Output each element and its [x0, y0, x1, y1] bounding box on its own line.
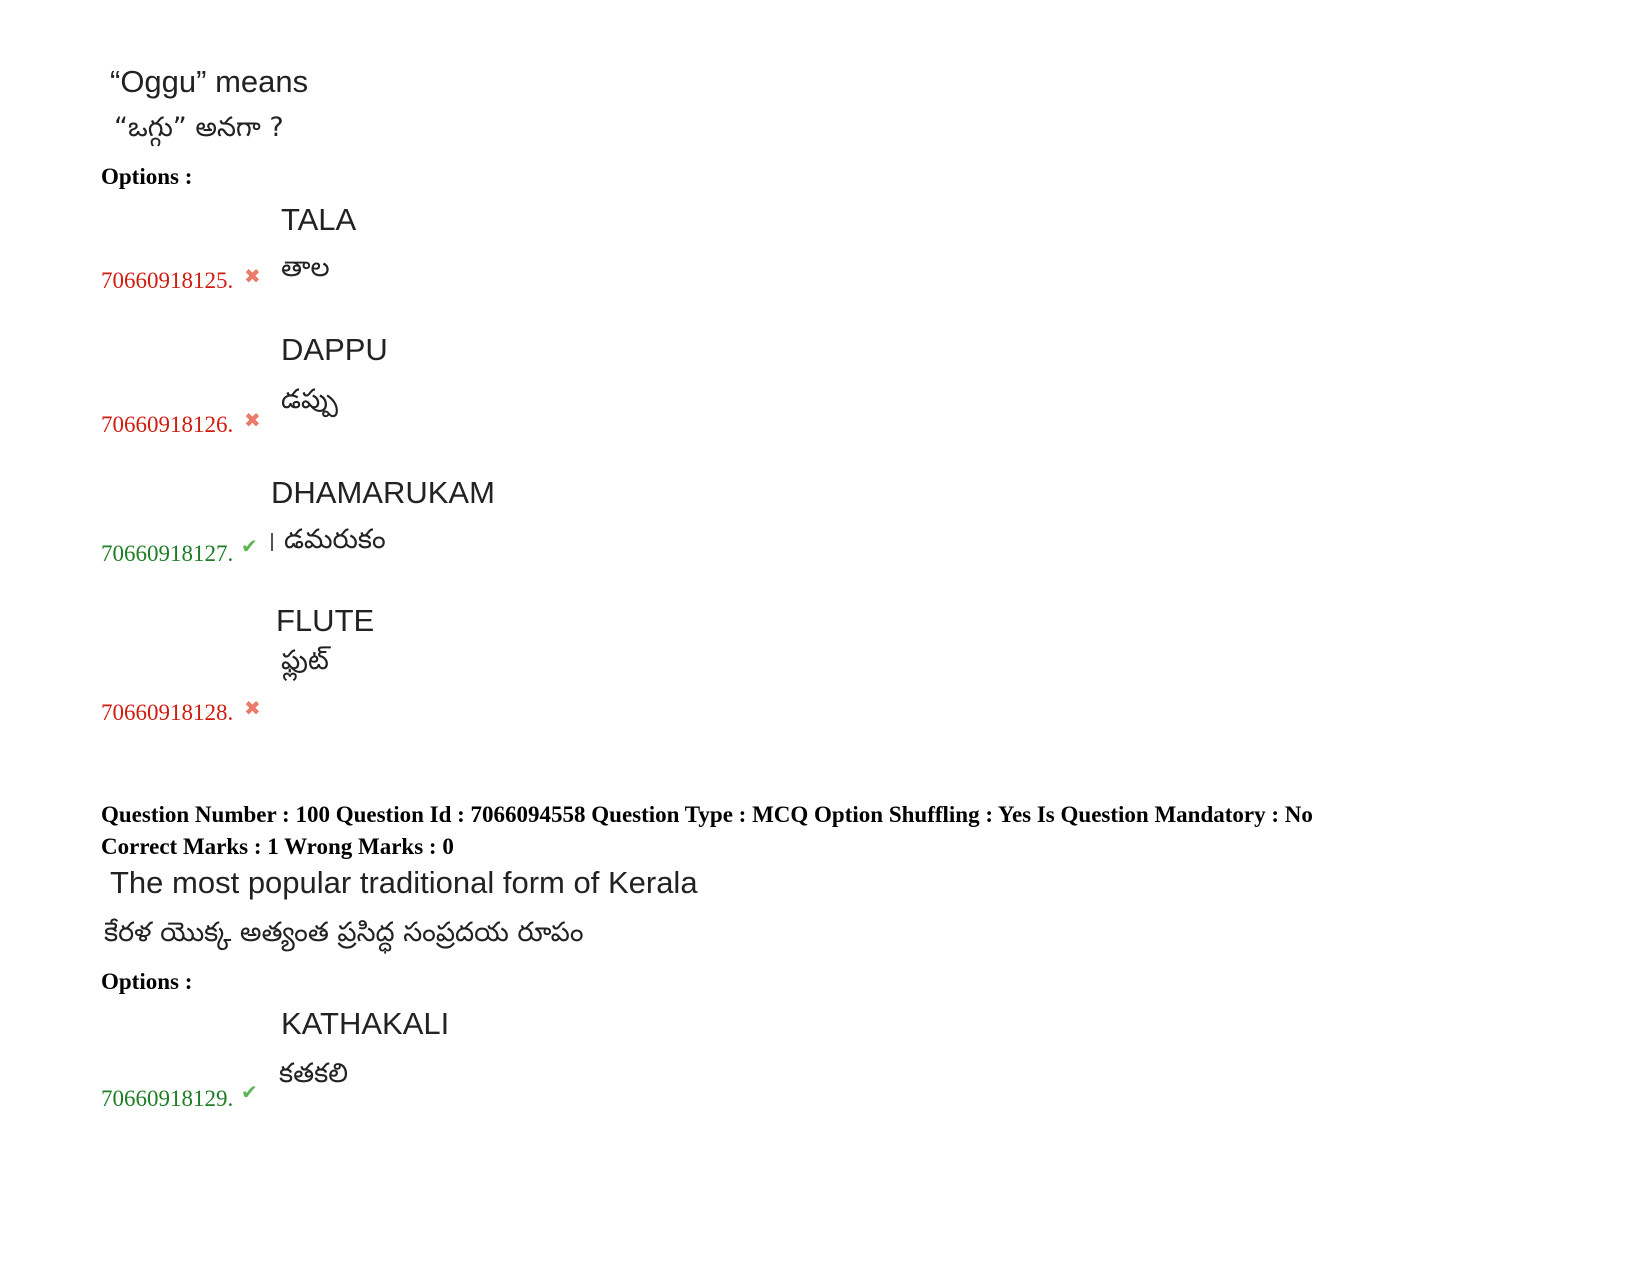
- option-id: 70660918127.: [101, 541, 234, 566]
- question-text-en: The most popular traditional form of Kerala: [110, 865, 698, 900]
- divider: [271, 533, 273, 551]
- question-text-te: “ఒగ్గు” అనగా ?: [114, 112, 284, 143]
- options-label: Options :: [101, 969, 193, 994]
- cross-mark-icon: ✖: [244, 264, 261, 288]
- option-text-en: DAPPU: [281, 332, 388, 367]
- option-text-te: తాల: [281, 252, 330, 283]
- option-text-en: DHAMARUKAM: [271, 475, 495, 510]
- option-text-te: కతకలి: [279, 1058, 348, 1089]
- option-id: 70660918128.: [101, 700, 234, 725]
- options-label: Options :: [101, 164, 193, 189]
- option-text-te: ఫ్లుట్: [281, 645, 329, 676]
- question-marks: Correct Marks : 1 Wrong Marks : 0: [101, 834, 454, 859]
- question-meta: Question Number : 100 Question Id : 7066094558 Question Type : MCQ Option Shuffling : Yes Is Question Mandatory : No: [101, 802, 1313, 827]
- option-id: 70660918125.: [101, 268, 234, 293]
- option-text-te: డప్పు: [281, 384, 338, 415]
- question-text-te: కేరళ యొక్క అత్యంత ప్రసిద్ధ సంప్రదయ రూపం: [104, 917, 584, 948]
- question-text-en: “Oggu” means: [110, 64, 309, 99]
- option-id: 70660918126.: [101, 412, 234, 437]
- cross-mark-icon: ✖: [244, 696, 261, 720]
- option-id: 70660918129.: [101, 1086, 234, 1111]
- option-text-en: TALA: [281, 202, 357, 237]
- option-text-en: KATHAKALI: [281, 1006, 450, 1041]
- option-text-en: FLUTE: [276, 603, 375, 638]
- option-text-te: డమరుకం: [284, 524, 386, 555]
- check-mark-icon: ✔: [241, 534, 258, 558]
- cross-mark-icon: ✖: [244, 408, 261, 432]
- check-mark-icon: ✔: [241, 1080, 258, 1104]
